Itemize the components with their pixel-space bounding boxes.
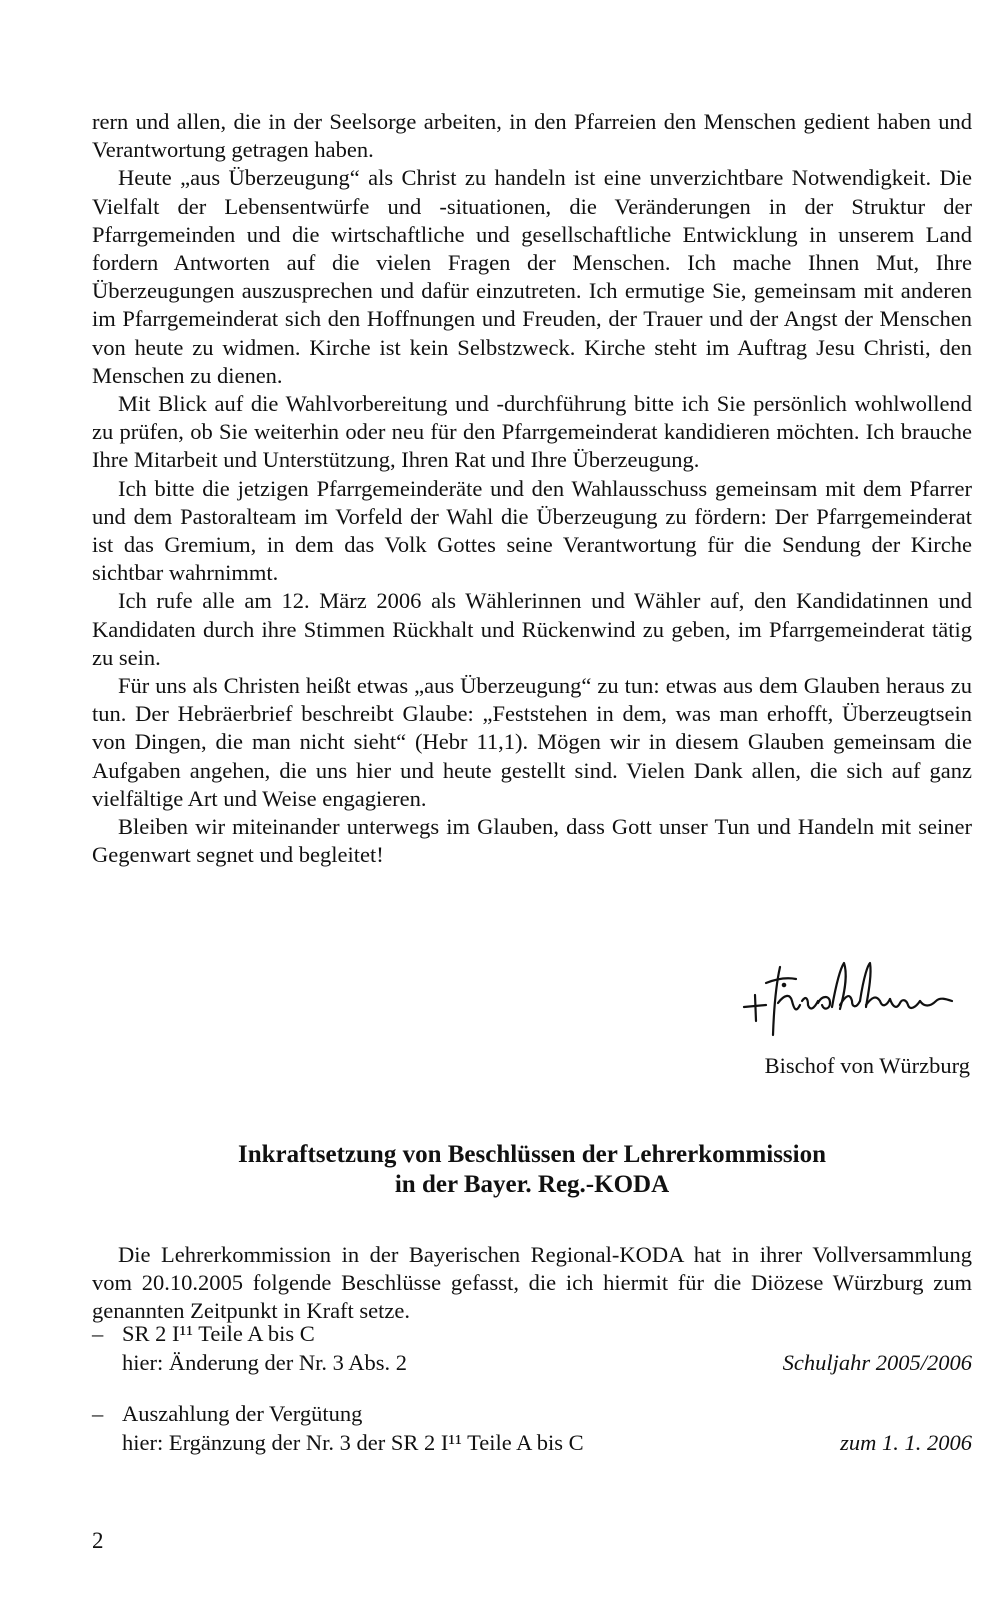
section-intro: Die Lehrerkommission in der Bayerischen Regional-KODA hat in ihrer Vollversammlung vom 20.10.2005 folgende Beschlüsse gefasst, die ich hiermit für die Diözese Würzburg zum genannten Zeitpunkt in Kraft setze.: [92, 1242, 972, 1324]
paragraph: Heute „aus Überzeugung“ als Christ zu handeln ist eine unverzichtbare Notwendigkeit. Die Vielfalt der Lebensentwürfe und -situationen, die Veränderungen in der Struktur der Pfarrgemeinden und die wirtschaftliche und gesellschaftliche Entwicklung in unserem Land fordern Antworten auf die vielen Fragen der Menschen. Ich mache Ihnen Mut, Ihre Überzeugungen auszusprechen und dafür einzutreten. Ich ermutige Sie, gemeinsam mit anderen im Pfarrgemeinderat sich den Hoffnungen und Freuden, der Trauer und der Angst der Menschen von heute zu widmen. Kirche ist kein Selbstzweck. Kirche steht im Auftrag Jesu Christi, den Menschen zu dienen.: [92, 165, 972, 388]
effective-date: zum 1. 1. 2006: [840, 1429, 972, 1455]
resolution-title: SR 2 I¹¹ Teile A bis C: [122, 1321, 315, 1346]
paragraph: Ich bitte die jetzigen Pfarrgemeinderäte und den Wahlausschuss gemeinsam mit dem Pfarrer und dem Pastoralteam im Vorfeld der Wahl die Überzeugung zu fördern: Der Pfarrgemeinderat ist das Gremium, in dem das Volk Gottes seine Verantwortung für die Sendung der Kirche sichtbar wahrnimmt.: [92, 475, 972, 586]
paragraph: Bleiben wir miteinander unterwegs im Glauben, dass Gott unser Tun und Handeln mit seiner Gegenwart segnet und begleitet!: [92, 814, 972, 868]
heading-line: Inkraftsetzung von Beschlüssen der Lehrerkommission: [237, 1141, 826, 1168]
handwritten-signature: [740, 955, 970, 1045]
page-number: 2: [92, 1528, 104, 1553]
resolution-detail: hier: Änderung der Nr. 3 Abs. 2: [122, 1349, 407, 1375]
letter-body: [92, 108, 972, 869]
effective-date: Schuljahr 2005/2006: [782, 1349, 972, 1375]
resolution-title: Auszahlung der Vergütung: [122, 1401, 363, 1426]
resolution-detail: hier: Ergänzung der Nr. 3 der SR 2 I¹¹ Teile A bis C: [122, 1429, 584, 1455]
section-heading: [92, 1140, 972, 1200]
paragraph: Für uns als Christen heißt etwas „aus Überzeugung“ zu tun: etwas aus dem Glauben heraus zu tun. Der Hebräerbrief beschreibt Glaube: „Feststehen in dem, was man erhofft, Überzeugtsein von Dingen, die man nicht sieht“ (Hebr 11,1). Mögen wir in diesem Glauben gemeinsam die Aufgaben angehen, die uns hier und heute gestellt sind. Vielen Dank allen, die sich auf ganz vielfältige Art und Weise engagieren.: [92, 673, 972, 811]
paragraph: Ich rufe alle am 12. März 2006 als Wählerinnen und Wähler auf, den Kandidatinnen und Kandidaten durch ihre Stimmen Rückhalt und Rückenwind zu geben, im Pfarrgemeinderat tätig zu sein.: [92, 588, 972, 670]
paragraph: rern und allen, die in der Seelsorge arbeiten, in den Pfarreien den Menschen gedient haben und Verantwortung getragen haben.: [92, 109, 972, 163]
paragraph: Mit Blick auf die Wahlvorbereitung und -durchführung bitte ich Sie persönlich wohlwollend zu prüfen, ob Sie weiterhin oder neu für den Pfarrgemeinderat kandidieren möchten. Ich brauche Ihre Mitarbeit und Unterstützung, Ihren Rat und Ihre Überzeugung.: [92, 391, 972, 473]
list-dash: –: [92, 1321, 104, 1346]
heading-line: in der Bayer. Reg.-KODA: [394, 1171, 670, 1198]
signatory-title: Bischof von Würzburg: [764, 1053, 970, 1078]
list-dash: –: [92, 1401, 104, 1426]
